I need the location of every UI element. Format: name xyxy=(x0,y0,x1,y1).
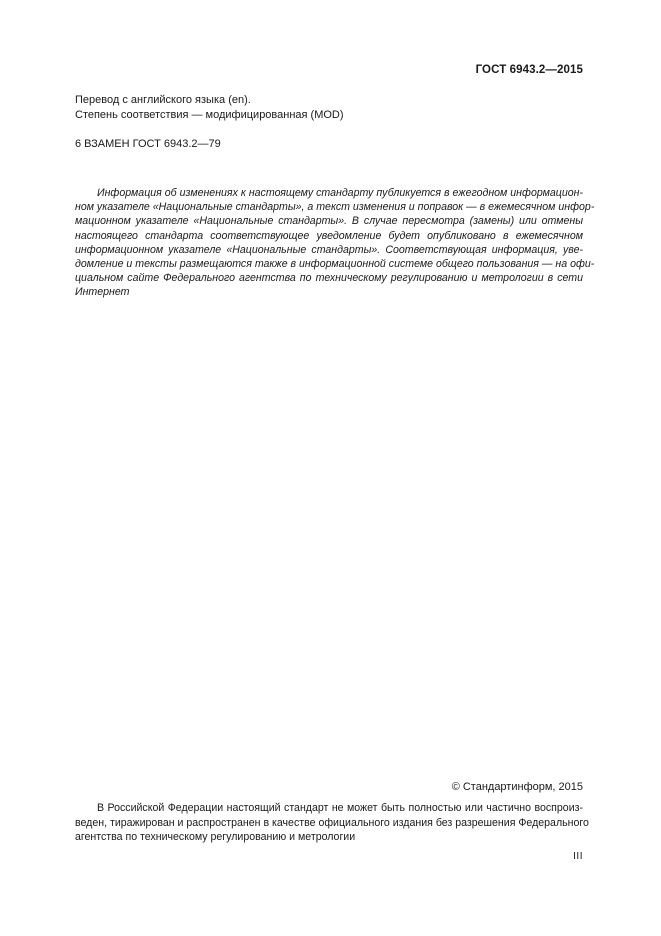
paragraph-line-4: настоящего стандарта соответствующее уведомление будет опубликовано в ежемесячном xyxy=(75,229,583,242)
page-number: III xyxy=(573,851,583,862)
standard-code-header: ГОСТ 6943.2—2015 xyxy=(475,64,583,76)
paragraph-line-3: мационном указателе «Национальные стандарты». В случае пересмотра (замены) или отмены xyxy=(75,215,583,228)
paragraph-line-7: циальном сайте Федерального агентства по техническому регулированию и метрологии в сети xyxy=(75,272,583,285)
translation-note: Перевод с английского языка (en). xyxy=(75,94,251,106)
paragraph-line-1: Информация об изменениях к настоящему стандарту публикуется в ежегодном информацион- xyxy=(97,187,583,199)
rights-line-3: агентства по техническому регулированию и метрологии xyxy=(75,831,356,843)
copyright-notice: © Стандартинформ, 2015 xyxy=(451,781,583,793)
rights-line-2: веден, тиражирован и распространен в качестве официального издания без разрешения Федерального xyxy=(75,816,589,829)
paragraph-line-6: домление и тексты размещаются также в информационной системе общего пользования — на офи- xyxy=(75,257,595,270)
paragraph-line-8: Интернет xyxy=(75,286,130,299)
conformity-note: Степень соответствия — модифицированная (MOD) xyxy=(75,109,344,121)
paragraph-line-2: ном указателе «Национальные стандарты», а текст изменения и поправок — в ежемесячном инфор- xyxy=(75,201,595,214)
amendments-info-text xyxy=(75,186,595,300)
reproduction-rights-notice xyxy=(75,801,589,845)
replacement-note: 6 ВЗАМЕН ГОСТ 6943.2—79 xyxy=(75,138,221,150)
paragraph-line-5: информационном указателе «Национальные стандарты». Соответствующая информация, уве- xyxy=(75,243,583,256)
rights-line-1: В Российской Федерации настоящий стандарт не может быть полностью или частично воспроиз- xyxy=(97,802,583,814)
